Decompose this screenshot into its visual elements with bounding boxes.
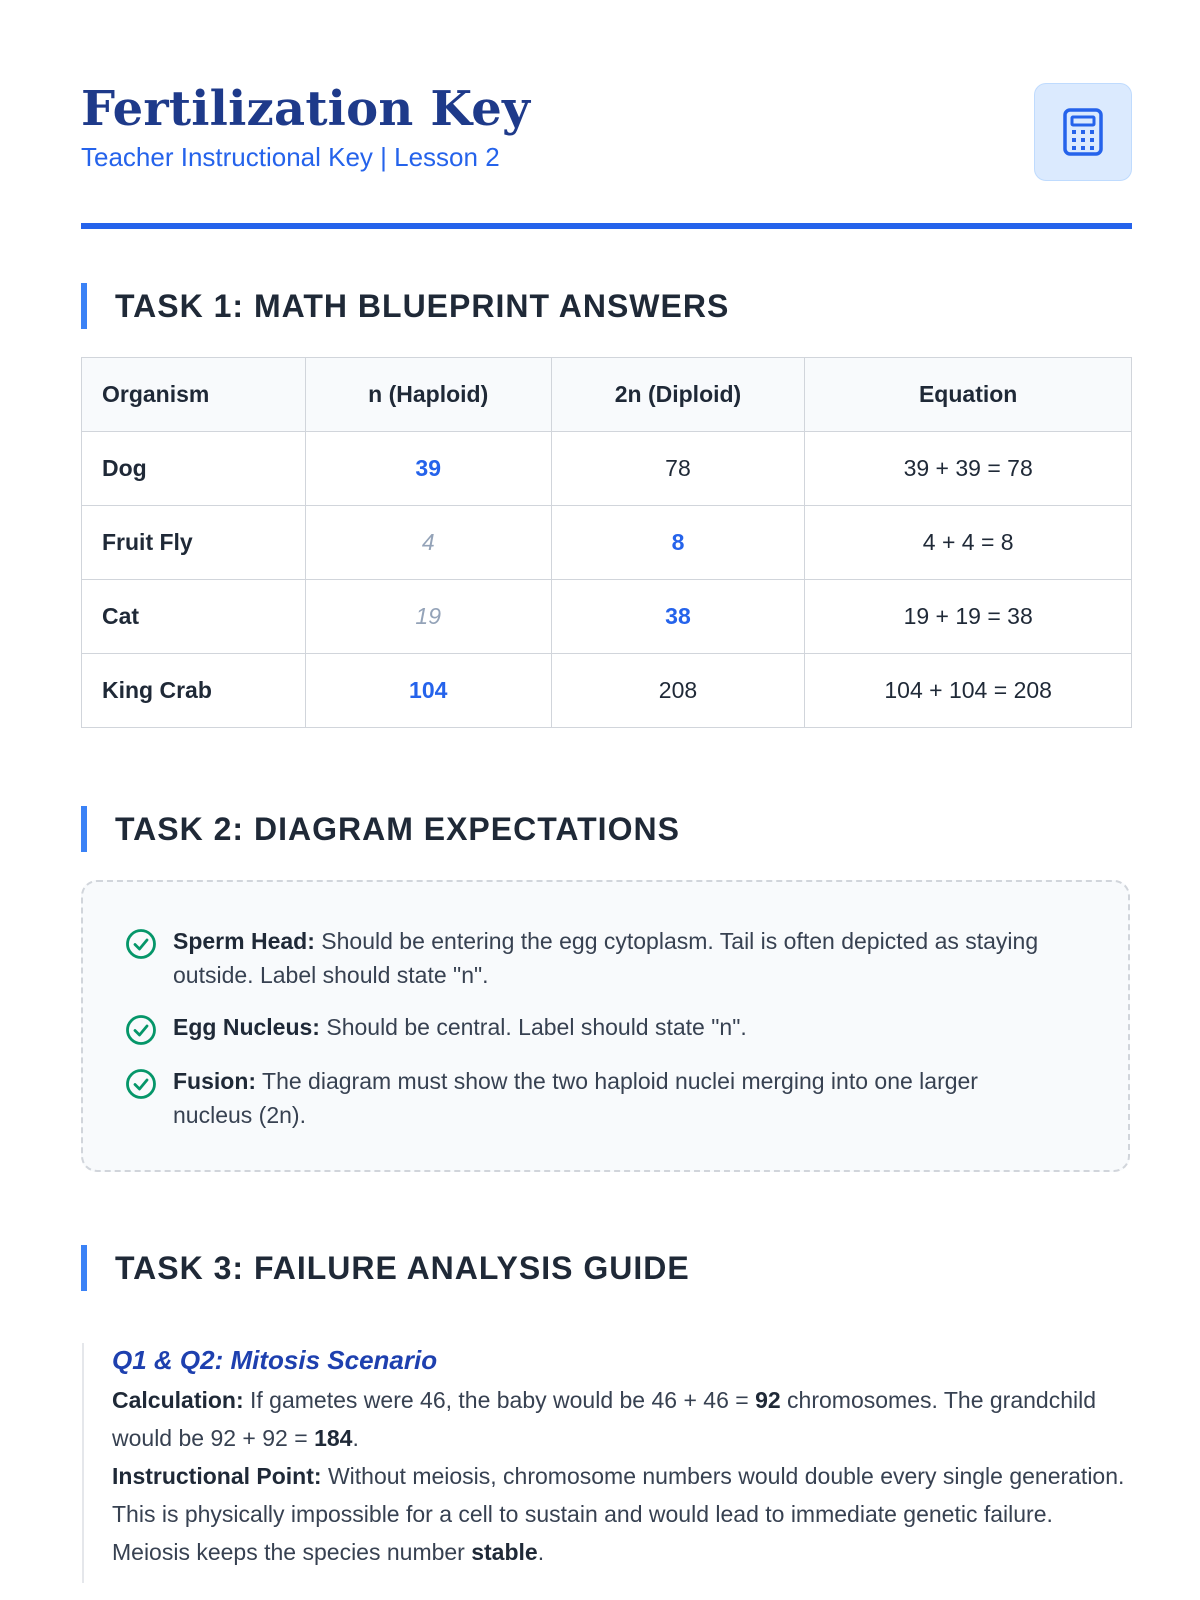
table-row	[82, 580, 1132, 654]
table-row	[82, 506, 1132, 580]
equation-cell: 4 + 4 = 8	[805, 506, 1132, 580]
calculation-text: chromosomes. The grandchild would be 92 + 92 =	[112, 1387, 1097, 1451]
organism-cell: Fruit Fly	[82, 506, 306, 580]
page-title: Fertilization Key	[81, 81, 531, 137]
expectation-label: Egg Nucleus:	[173, 1014, 320, 1040]
expectation-label: Sperm Head:	[173, 928, 315, 954]
equation-cell: 39 + 39 = 78	[805, 432, 1132, 506]
page-subtitle: Teacher Instructional Key | Lesson 2	[81, 142, 500, 172]
column-header-organism: Organism	[82, 358, 306, 432]
diploid-answer-cell: 38	[551, 580, 805, 654]
question-title: Q1 & Q2: Mitosis Scenario	[112, 1345, 438, 1375]
task2-heading	[81, 806, 1138, 852]
equation-cell: 104 + 104 = 208	[805, 654, 1132, 728]
grandchild-count: 184	[314, 1425, 353, 1451]
stable-word: stable	[471, 1539, 538, 1565]
check-circle-icon	[125, 1068, 157, 1100]
expectation-label: Fusion:	[173, 1068, 257, 1094]
expectation-text	[173, 924, 1055, 992]
column-header-equation: Equation	[805, 358, 1132, 432]
task1-heading	[81, 283, 1138, 329]
calculator-icon	[1063, 108, 1103, 156]
expectation-text	[173, 1010, 747, 1044]
baby-count: 92	[755, 1387, 781, 1413]
expectation-detail: Should be central. Label should state "n".	[319, 1014, 747, 1040]
haploid-given-cell: 4	[305, 506, 551, 580]
task3-heading	[81, 1245, 1138, 1291]
calculation-paragraph	[112, 1381, 1132, 1457]
check-circle-icon	[125, 928, 157, 960]
diploid-cell: 78	[551, 432, 805, 506]
diploid-cell: 208	[551, 654, 805, 728]
table-row	[82, 654, 1132, 728]
calculator-badge	[1034, 83, 1132, 181]
column-header-diploid: 2n (Diploid)	[551, 358, 805, 432]
instructional-point-text: .	[537, 1539, 545, 1565]
failure-analysis-block	[82, 1343, 1132, 1583]
organism-cell: King Crab	[82, 654, 306, 728]
math-blueprint-table	[81, 357, 1132, 728]
list-item	[125, 924, 1055, 992]
task3-heading-text: TASK 3: FAILURE ANALYSIS GUIDE	[115, 1249, 690, 1286]
table-header-row	[82, 358, 1132, 432]
list-item	[125, 1010, 1055, 1046]
calculation-text: .	[352, 1425, 359, 1451]
organism-cell: Cat	[82, 580, 306, 654]
diploid-answer-cell: 8	[551, 506, 805, 580]
header-divider	[81, 223, 1132, 229]
instructional-point-label: Instructional Point:	[112, 1463, 322, 1489]
column-header-haploid: n (Haploid)	[305, 358, 551, 432]
list-item	[125, 1064, 1055, 1132]
diagram-expectations-box	[81, 880, 1130, 1172]
calculation-text: If gametes were 46, the baby would be 46 + 46 =	[243, 1387, 756, 1413]
equation-cell: 19 + 19 = 38	[805, 580, 1132, 654]
instructional-point-text: Without meiosis, chromosome numbers would double every single generation. This is physically impossible for a cell to sustain and would lead to immediate genetic failure. Meiosis keeps the species number	[112, 1463, 1125, 1565]
organism-cell: Dog	[82, 432, 306, 506]
check-circle-icon	[125, 1014, 157, 1046]
instructional-point-paragraph	[112, 1457, 1132, 1571]
task1-heading-text: TASK 1: MATH BLUEPRINT ANSWERS	[115, 287, 730, 324]
haploid-given-cell: 19	[305, 580, 551, 654]
calculation-label: Calculation:	[112, 1387, 244, 1413]
expectation-text	[173, 1064, 1055, 1132]
task2-heading-text: TASK 2: DIAGRAM EXPECTATIONS	[115, 810, 680, 847]
expectation-detail: The diagram must show the two haploid nuclei merging into one larger nucleus (2n).	[173, 1068, 978, 1128]
table-row	[82, 432, 1132, 506]
haploid-answer-cell: 104	[305, 654, 551, 728]
expectation-detail: Should be entering the egg cytoplasm. Tail is often depicted as staying outside. Label should state "n".	[173, 928, 1039, 988]
page-header	[81, 80, 1132, 174]
haploid-answer-cell: 39	[305, 432, 551, 506]
